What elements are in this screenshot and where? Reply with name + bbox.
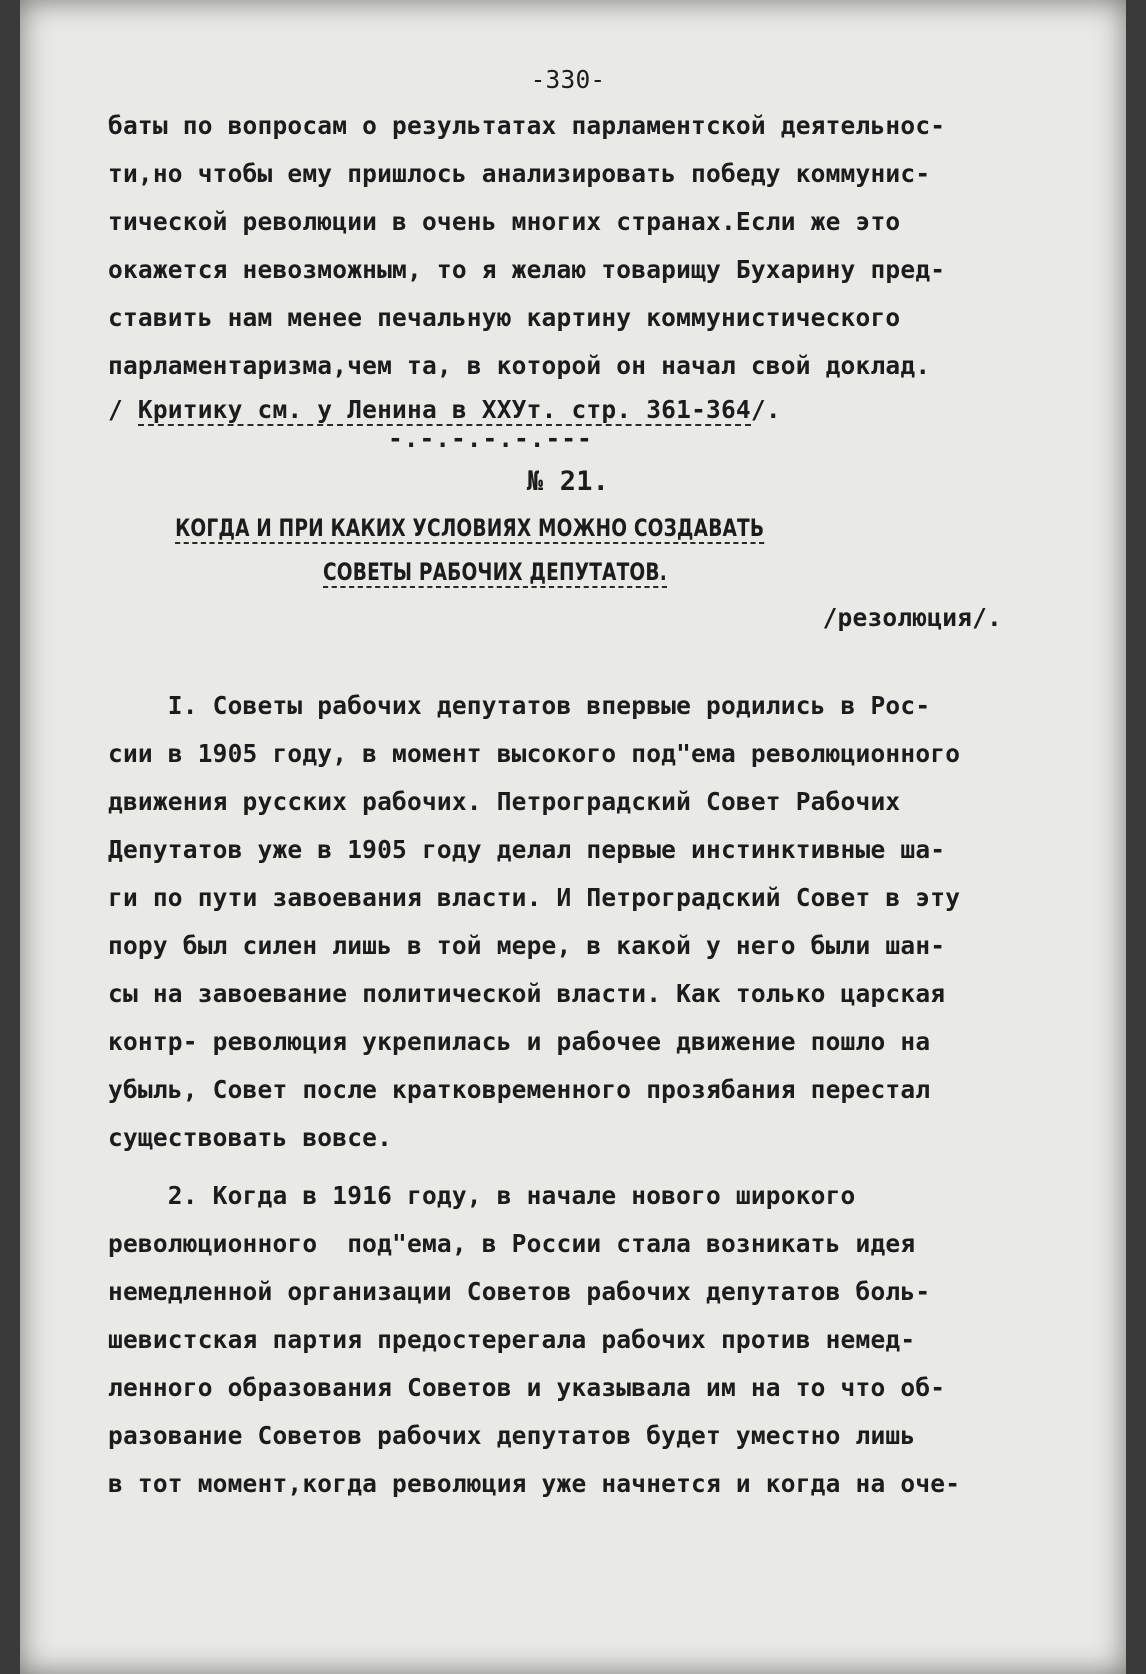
text-line: существовать вовсе. <box>108 1123 393 1152</box>
text-line: шевистская партия предостерегала рабочих против немед- <box>108 1325 916 1354</box>
text-line: Депутатов уже в 1905 году делал первые инстинктивные ша- <box>108 835 946 864</box>
text-line: парламентаризма,чем та, в которой он начал свой доклад. <box>108 351 931 380</box>
text-line: баты по вопросам о результатах парламентской деятельнос- <box>108 111 946 140</box>
paragraph-2 <box>108 1172 1068 1508</box>
text-line: сии в 1905 году, в момент высокого под"ема революционного <box>108 739 961 768</box>
section-separator: -.-.-.-.-.--- <box>388 424 593 453</box>
document-page <box>20 0 1126 1674</box>
section-title-line1 <box>108 506 934 550</box>
text-line: тической революции в очень многих странах.Если же это <box>108 207 901 236</box>
text-line: окажется невозможным, то я желаю товарищу Бухарину пред- <box>108 255 946 284</box>
paragraph-1 <box>108 682 1068 1162</box>
citation-suffix: /. <box>750 395 781 424</box>
page-number: -330- <box>530 65 606 94</box>
section-title-text: КОГДА И ПРИ КАКИХ УСЛОВИЯХ МОЖНО СОЗДАВАТЬ <box>175 514 765 542</box>
section-title-line2 <box>108 550 934 594</box>
text-line: немедленной организации Советов рабочих депутатов боль- <box>108 1277 931 1306</box>
text-line: I. Советы рабочих депутатов впервые родились в Рос- <box>108 691 931 720</box>
text-line: ставить нам менее печальную картину коммунистического <box>108 303 901 332</box>
text-line: сы на завоевание политической власти. Как только царская <box>108 979 946 1008</box>
section-subtitle: /резолюция/. <box>822 603 1002 632</box>
text-line: убыль, Совет после кратковременного прозябания перестал <box>108 1075 931 1104</box>
text-line: контр- революция укрепилась и рабочее движение пошло на <box>108 1027 931 1056</box>
citation-text: Критику см. у Ленина в XXУт. стр. 361-364 <box>137 395 751 424</box>
text-line: разование Советов рабочих депутатов будет уместно лишь <box>108 1421 916 1450</box>
section-number: № 21. <box>526 466 610 497</box>
page-content <box>108 58 1068 1508</box>
top-paragraph <box>108 102 1068 390</box>
text-line: пору был силен лишь в той мере, в какой у него были шан- <box>108 931 946 960</box>
citation-prefix: / <box>108 395 138 424</box>
text-line: ги по пути завоевания власти. И Петроградский Совет в эту <box>108 883 961 912</box>
text-line: 2. Когда в 1916 году, в начале нового широкого <box>108 1181 856 1210</box>
text-line: революционного под"ема, в России стала возникать идея <box>108 1229 916 1258</box>
text-line: ти,но чтобы ему пришлось анализировать победу коммунис- <box>108 159 931 188</box>
text-line: в тот момент,когда революция уже начнется и когда на оче- <box>108 1469 961 1498</box>
text-line: движения русских рабочих. Петроградский Совет Рабочих <box>108 787 901 816</box>
section-title-text: СОВЕТЫ РАБОЧИХ ДЕПУТАТОВ. <box>323 558 667 586</box>
text-line: ленного образования Советов и указывала им на то что об- <box>108 1373 946 1402</box>
